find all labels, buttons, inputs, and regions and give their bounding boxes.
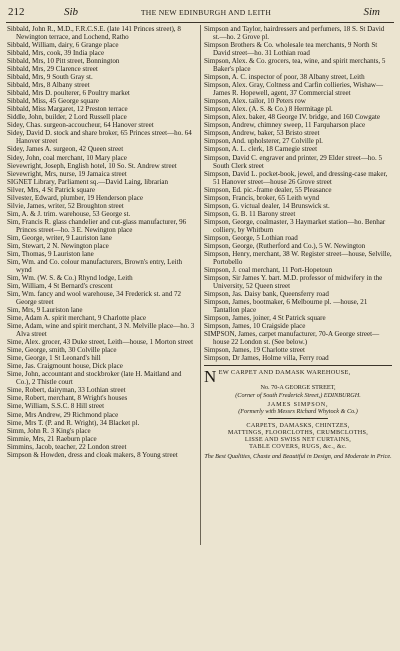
- directory-entry: Sidey, Chas. surgeon-accoucheur, 64 Hanover street: [7, 121, 154, 130]
- directory-entry: Simpson, Andrew, chimney sweep, 11 Farquharson place: [204, 121, 366, 130]
- directory-entry: Sidey, David D. stock and share broker, 65 Princes street—ho. 64 Hanover street: [7, 129, 192, 146]
- page-number: 212: [8, 6, 25, 18]
- left-directory-column: [7, 25, 197, 459]
- directory-entry: Sibbald, Mrs D. poulterer, 6 Poultry market: [7, 89, 130, 98]
- directory-entry: Simpson, Alex. Gray, Coltness and Carfin collieries, Wishaw—James R. Hopewell, agent, 37 Commercial street: [204, 81, 383, 98]
- directory-entry: Sime, Adam, wine and spirit merchant, 3 N. Melville place—ho. 3 Alva street: [7, 322, 195, 339]
- directory-entry: Simpson, Alex. (A. S. & Co.) 8 Hermitage pl.: [204, 105, 333, 114]
- directory-entry: Sibbald, Mrs, 29 Clarence street: [7, 65, 98, 74]
- directory-entry: Simpson, George, 5 Lothian road: [204, 233, 298, 242]
- directory-entry: Simpson, A. C. inspector of poor, 38 Albany street, Leith: [204, 73, 365, 82]
- directory-entry: Sievewright, Mrs, nurse, 19 Jamaica street: [7, 169, 127, 178]
- advert-corner-note: (Corner of South Frederick Street,) EDINBURGH.: [235, 391, 361, 399]
- directory-entry: Sibbald, Mrs, 9 South Gray st.: [7, 73, 93, 82]
- directory-entry: Sime, Mrs T. (P. and R. Wright), 34 Blacket pl.: [7, 418, 140, 427]
- directory-entry: Silvester, Edward, plumber, 19 Henderson place: [7, 193, 144, 202]
- directory-entry: Silver, Mrs, 4 St Patrick square: [7, 185, 95, 194]
- directory-entry: Sibbald, Mrs, 10 Pitt street, Bonnington: [7, 57, 120, 66]
- directory-entry: Sim, A. & J. trim. warehouse, 53 George st.: [7, 209, 131, 218]
- directory-entry: Sime, George, smith, 30 Colville place: [7, 346, 117, 355]
- advert-goods-4: TABLE COVERS, RUGS, &c., &c.: [249, 443, 347, 451]
- directory-entry: Simpson, G. B. 11 Barony street: [204, 209, 296, 218]
- directory-entry: Simpson, George, coalmaster, 3 Haymarket station—ho. Benhar colliery, by Whitburn: [204, 217, 386, 234]
- directory-entry: Sime, George, 1 St Leonard's hill: [7, 354, 101, 363]
- directory-entry: Simpson, Henry, merchant, 38 W. Register street—house, Selville, Portobello: [204, 249, 392, 266]
- directory-entry: Sime, Alex. grocer, 43 Duke street, Leith—house, 1 Morton street: [7, 338, 194, 347]
- directory-entry: Simpson, David L. pocket-book, jewel, and dressing-case maker, 51 Hanover street—house 26 Grove street: [204, 169, 388, 186]
- directory-entry: Sim, Mrs, 9 Lauriston lane: [7, 306, 83, 315]
- running-title: THE NEW EDINBURGH AND LEITH: [140, 8, 272, 17]
- directory-entry: Simpson, James, bootmaker, 6 Melbourne pl. —house, 21 Tantallon place: [204, 298, 368, 315]
- directory-entry: Sim, Thomas, 9 Lauriston lane: [7, 249, 94, 258]
- directory-entry: Simpson, David C. engraver and printer, 29 Elder street—ho. 5 South Clerk street: [204, 153, 383, 170]
- directory-entry: Sime, William, S.S.C. 8 Hill street: [7, 402, 105, 411]
- directory-entry: Sime, Robert, merchant, 8 Wright's houses: [7, 394, 128, 403]
- advert-note: The Best Qualities, Chaste and Beautiful in Design, and Moderate in Price.: [204, 452, 392, 460]
- advert-dropcap: N: [204, 367, 217, 387]
- advert-goods-2: MATTINGS, FLOORCLOTHS, CRUMBCLOTHS,: [227, 428, 369, 436]
- advert-proprietor: JAMES SIMPSON,: [267, 400, 329, 408]
- advert-goods-3: LISSE AND SWISS NET CURTAINS,: [244, 436, 352, 444]
- directory-entry: SIMPSON, James, carpet manufacturer, 70-A George street—house 22 London st. (See below.): [204, 330, 380, 347]
- directory-entry: Simpson, A. L. clerk, 18 Carnegie street: [204, 145, 318, 154]
- carpet-warehouse-advert: [204, 365, 392, 459]
- directory-entry: Sidey, James A. surgeon, 42 Queen street: [7, 145, 124, 154]
- advert-title-text: EW CARPET AND DAMASK WAREHOUSE,: [218, 369, 351, 377]
- directory-entry: Sim, Stewart, 2 N. Newington place: [7, 241, 109, 250]
- directory-entry: Simpson, Francis, broker, 65 Leith wynd: [204, 193, 320, 202]
- advert-address: No. 70-A GEORGE STREET,: [260, 384, 336, 392]
- directory-entry: Sievewright, Joseph, English hotel, 10 So. St. Andrew street: [7, 161, 177, 170]
- column-divider: [200, 25, 201, 545]
- directory-entry: Simmins, Jacob, teacher, 22 London street: [7, 442, 127, 451]
- directory-entry: Sim, Francis R. glass chandelier and cut-glass manufacturer, 96 Princes street—ho. 3 E. Newington place: [7, 217, 187, 234]
- directory-entry: Sim, William, 4 St Bernard's crescent: [7, 282, 113, 290]
- directory-entry: Simpson, James, 19 Charlotte street: [204, 346, 305, 355]
- directory-entry: Sim, Wm. fancy and wool warehouse, 34 Frederick st. and 72 George street: [7, 290, 182, 307]
- directory-entry: Sime, Robert, dairyman, 33 Lothian street: [7, 386, 126, 395]
- directory-entry: Simpson, And. upholsterer, 27 Colville pl.: [204, 137, 323, 146]
- directory-entry: Sim, George, writer, 9 Lauriston lane: [7, 233, 112, 242]
- directory-entry: Sim, Wm. (W. S. & Co.) Rhynd lodge, Leith: [7, 273, 133, 282]
- directory-entry: Simpson, Ed. pic.-frame dealer, 55 Pleasance: [204, 185, 332, 194]
- advert-rule: [268, 418, 328, 419]
- directory-entry: Sibbald, Miss Margaret, 12 Preston terrace: [7, 105, 128, 114]
- directory-entry: Simpson, Alex. baker, 48 George IV. bridge, and 160 Cowgate: [204, 113, 380, 122]
- directory-entry: Sime, John, accountant and stockbroker (late H. Maitland and Co.), 2 Thistle court: [7, 370, 182, 387]
- directory-entry: Sime, Adam A. spirit merchant, 9 Charlotte place: [7, 314, 146, 323]
- page-header: [6, 6, 394, 23]
- directory-entry: Sibbald, William, dairy, 6 Grange place: [7, 41, 119, 50]
- right-guide-word: Sim: [363, 6, 380, 18]
- directory-entry: Simpson, Alex. tailor, 10 Peters row: [204, 97, 306, 106]
- directory-entry: Sim, Wm. and Co. colour manufacturers, Brown's entry, Leith wynd: [7, 257, 183, 274]
- directory-entry: Simpson, G. victual dealer, 14 Brunswick st.: [204, 201, 330, 210]
- directory-entry: Sibbald, Miss, 45 George square: [7, 97, 99, 106]
- directory-entry: Simpson, Alex. & Co. grocers, tea, wine, and spirit merchants, 5 Baker's place: [204, 57, 386, 74]
- directory-entry: Simm, John R. 3 King's place: [7, 426, 91, 435]
- directory-entry: Simpson Brothers & Co. wholesale tea merchants, 9 North St David street—ho. 31 Lothian road: [204, 41, 378, 58]
- directory-entry: Sibbald, Mrs, 8 Albany street: [7, 81, 90, 90]
- advert-title: [204, 367, 392, 387]
- directory-entry: Simpson, James, joiner, 4 St Patrick square: [204, 314, 326, 323]
- directory-entry: Simpson and Taylor, hairdressers and perfumers, 18 S. St David st.—ho. 2 Grove pl.: [204, 25, 385, 42]
- directory-entry: Simpson, Jas. Daisy bank, Queensferry road: [204, 290, 329, 299]
- directory-entry: Simpson, Dr James, Holme villa, Ferry road: [204, 354, 329, 363]
- directory-entry: Simpson, Sir James Y. bart. M.D. professor of midwifery in the University, 52 Queen street: [204, 273, 383, 290]
- directory-entry: Sime, Jas. Craigmount house, Dick place: [7, 362, 123, 371]
- right-entries: [204, 25, 392, 362]
- directory-entry: Simpson, Andrew, baker, 53 Bristo street: [204, 129, 320, 138]
- directory-entry: Simpson, James, 10 Craigside place: [204, 322, 306, 331]
- advert-formerly: (Formerly with Messrs Richard Whytock & Co.): [238, 407, 358, 415]
- left-guide-word: Sib: [64, 6, 79, 18]
- directory-entry: Simpson & Howden, dress and cloak makers, 8 Young street: [7, 450, 178, 459]
- directory-entry: Simpson, J. coal merchant, 11 Port-Hopetoun: [204, 265, 333, 274]
- directory-entry: Simpson, George, (Rutherford and Co.), 5 W. Newington: [204, 241, 366, 250]
- directory-entry: Sime, Mrs Andrew, 29 Richmond place: [7, 410, 119, 419]
- advert-goods-1: CARPETS, DAMASKS, CHINTZES,: [246, 421, 350, 429]
- directory-entry: SIGNET Library, Parliament sq.—David Laing, librarian: [7, 177, 169, 186]
- directory-entry: Silvie, James, writer, 52 Broughton street: [7, 201, 124, 210]
- directory-entry: Siddle, John, builder, 2 Lord Russell place: [7, 113, 127, 122]
- directory-entry: Sibbald, John R., M.D., F.R.C.S.E. (late 141 Princes street), 8 Newington terrace, and Lochend, Ratho: [7, 25, 181, 42]
- right-directory-column: [204, 25, 392, 460]
- directory-entry: Sibbald, Mrs, cook, 39 India place: [7, 49, 105, 58]
- directory-entry: Simmie, Mrs, 21 Raeburn place: [7, 434, 97, 443]
- directory-entry: Sidey, John, coal merchant, 10 Mary place: [7, 153, 127, 162]
